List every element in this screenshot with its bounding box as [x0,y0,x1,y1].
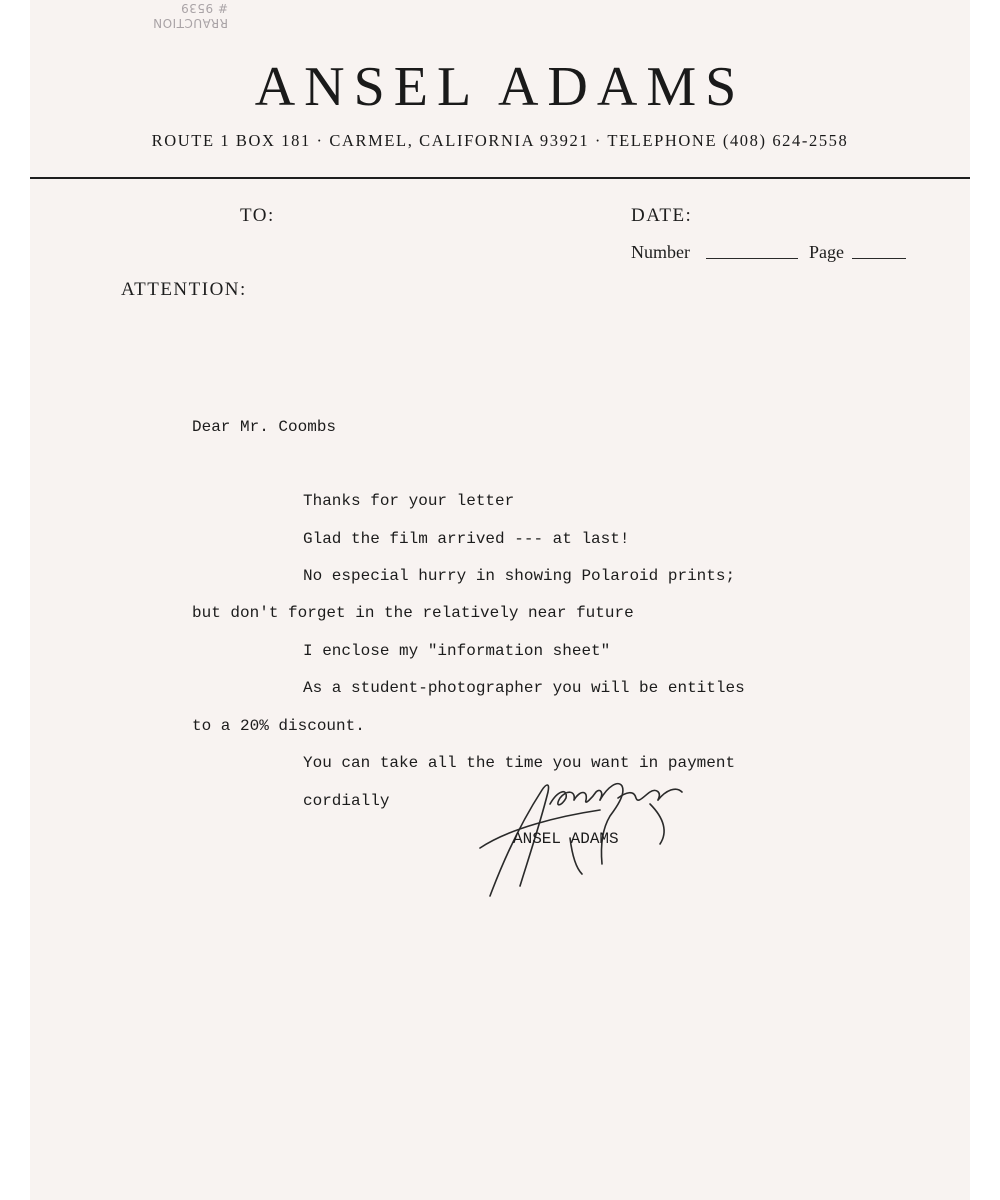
date-label: DATE: [631,205,693,226]
letter-line: You can take all the time you want in payment [303,754,736,772]
page-blank-line [852,258,906,259]
to-label: TO: [240,205,275,226]
letterhead-name: ANSEL ADAMS [254,56,746,118]
attention-label: ATTENTION: [121,279,247,300]
letter-salutation: Dear Mr. Coombs [192,418,337,436]
number-label: Number [631,242,690,262]
letter-line: As a student-photographer you will be entitles [303,679,745,697]
letter-line: but don't forget in the relatively near future [192,604,634,622]
letter-line: to a 20% discount. [192,717,365,735]
page-label: Page [809,242,844,262]
archive-stamp-line-2: # 9539 [180,1,228,15]
letterhead-address: ROUTE 1 BOX 181 · CARMEL, CALIFORNIA 93921 · TELEPHONE (408) 624-2558 [151,131,849,150]
typed-signature: ANSEL ADAMS [513,830,619,848]
number-blank-line [706,258,798,259]
letter-line: No especial hurry in showing Polaroid prints; [303,567,736,585]
letter-closing: cordially [303,792,390,810]
letter-line: I enclose my "information sheet" [303,642,611,660]
archive-stamp [153,0,228,30]
letterhead-divider [30,177,970,179]
archive-stamp-line-1: RRAUCTION [152,16,228,30]
letter-line: Glad the film arrived --- at last! [303,530,630,548]
letter-line: Thanks for your letter [303,492,515,510]
letter-page [30,0,970,1200]
